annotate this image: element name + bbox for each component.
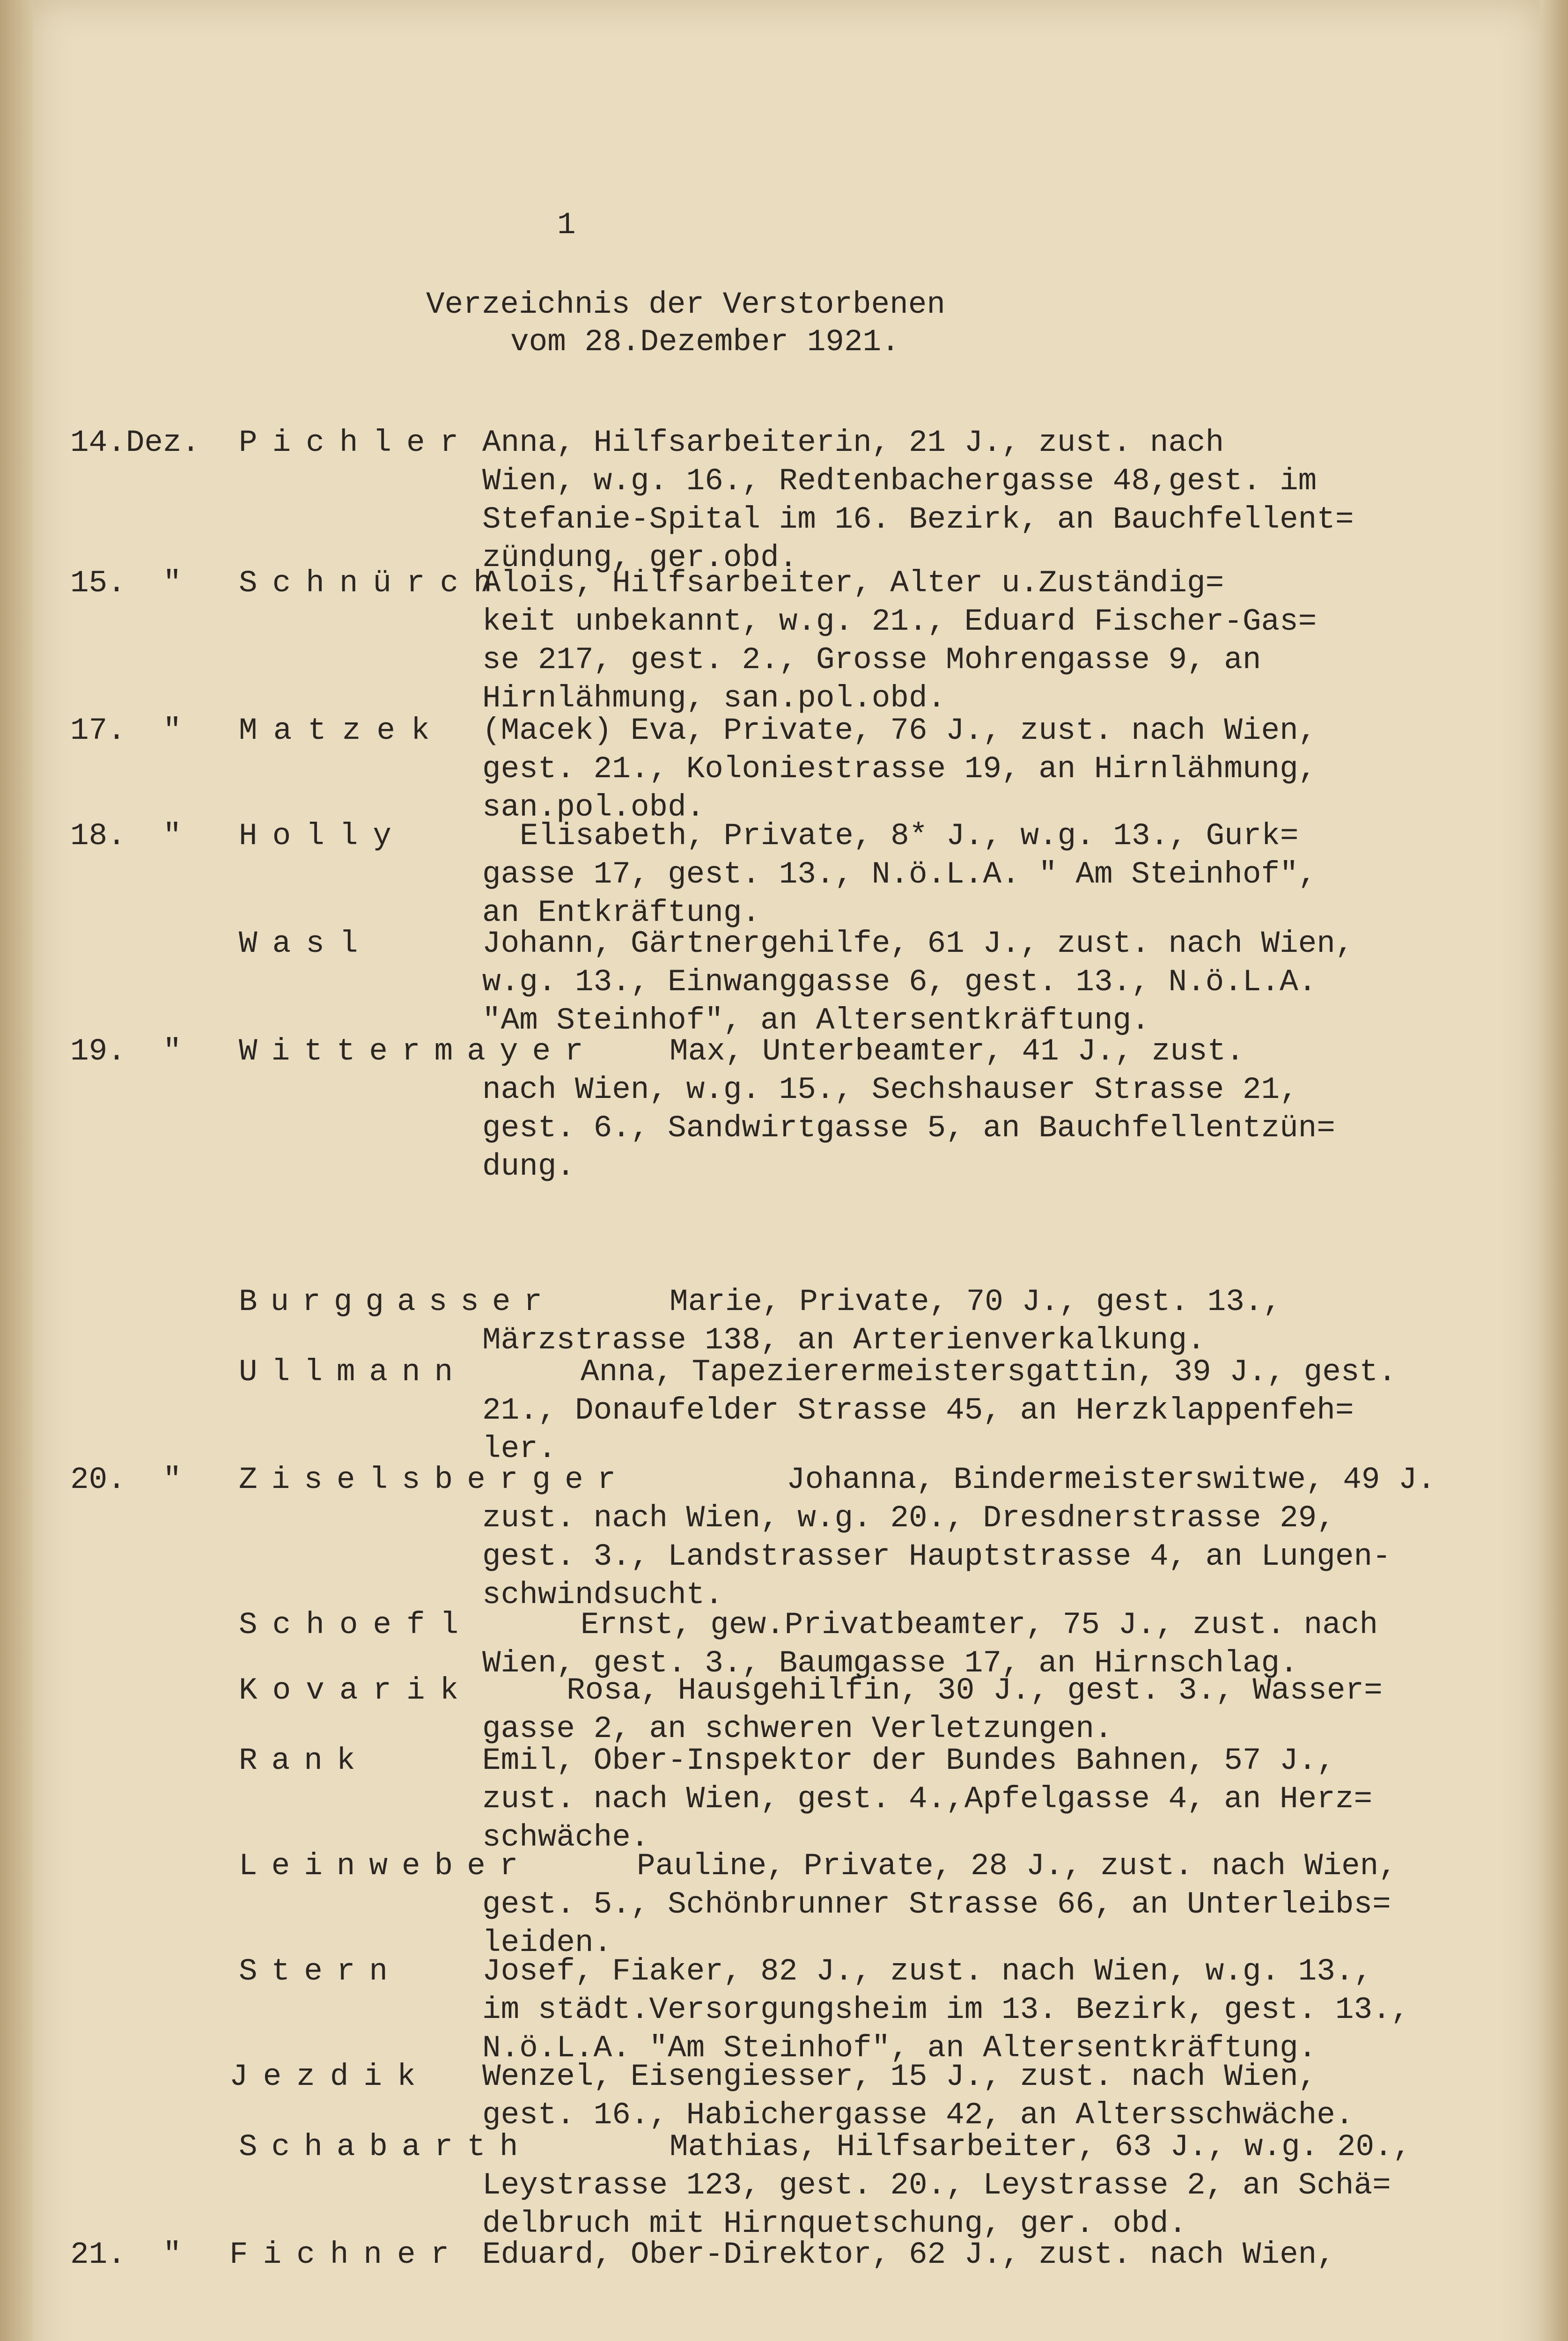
- entry-date: 18. ": [70, 818, 182, 854]
- entry-surname: Schnürch: [239, 566, 507, 601]
- entry-line: Marie, Private, 70 J., gest. 13.,: [670, 1284, 1282, 1319]
- entry-line: gest. 16., Habichergasse 42, an Altersschwäche.: [482, 2098, 1354, 2133]
- entry-line: Johann, Gärtnergehilfe, 61 J., zust. nach Wien,: [482, 926, 1354, 961]
- entry-line: gest. 6., Sandwirtgasse 5, an Bauchfellentzün=: [482, 1111, 1335, 1146]
- entry-surname: Wittermayer: [239, 1034, 597, 1069]
- entry-line: Max, Unterbeamter, 41 J., zust.: [670, 1034, 1244, 1069]
- document-page: [33, 0, 1540, 2341]
- entry-line: gest. 3., Landstrasser Hauptstrasse 4, an Lungen-: [482, 1539, 1391, 1574]
- entry-date: 15. ": [70, 566, 182, 601]
- entry-surname: Wasl: [239, 926, 373, 961]
- entry-line: im städt.Versorgungsheim im 13. Bezirk, gest. 13.,: [482, 1992, 1410, 2027]
- entry-surname: Stern: [239, 1954, 402, 1989]
- entry-line: zust. nach Wien, gest. 4.,Apfelgasse 4, an Herz=: [482, 1782, 1373, 1817]
- entry-line: Stefanie-Spital im 16. Bezirk, an Bauchfellent=: [482, 502, 1354, 537]
- entry-line: ler.: [482, 1431, 557, 1466]
- entry-surname: Kovarik: [239, 1673, 474, 1708]
- entry-line: "Am Steinhof", an Altersentkräftung.: [482, 1003, 1150, 1038]
- entry-line: delbruch mit Hirnquetschung, ger. obd.: [482, 2206, 1187, 2241]
- entry-surname: Ullmann: [239, 1355, 467, 1390]
- entry-line: zust. nach Wien, w.g. 20., Dresdnerstrasse 29,: [482, 1501, 1335, 1536]
- entry-line: zündung, ger.obd.: [482, 540, 798, 575]
- entry-line: Wien, gest. 3., Baumgasse 17, an Hirnschlag.: [482, 1646, 1298, 1681]
- page-edge-right: [1540, 0, 1568, 2341]
- entry-line: Mathias, Hilfsarbeiter, 63 J., w.g. 20.,: [670, 2129, 1412, 2164]
- entry-surname: Holly: [239, 818, 407, 854]
- entry-line: Josef, Fiaker, 82 J., zust. nach Wien, w.g. 13.,: [482, 1954, 1373, 1989]
- entry-line: Wenzel, Eisengiesser, 15 J., zust. nach Wien,: [482, 2059, 1317, 2094]
- entry-line: Elisabeth, Private, 8* J., w.g. 13., Gurk=: [520, 818, 1299, 854]
- entry-line: an Entkräftung.: [482, 895, 761, 930]
- entry-line: N.ö.L.A. "Am Steinhof", an Altersentkräftung.: [482, 2031, 1317, 2066]
- entry-line: gasse 2, an schweren Verletzungen.: [482, 1711, 1113, 1746]
- entry-line: Wien, w.g. 16., Redtenbachergasse 48,gest. im: [482, 464, 1317, 499]
- entry-line: se 217, gest. 2., Grosse Mohrengasse 9, an: [482, 642, 1261, 677]
- entry-surname: Ziselsberger: [239, 1462, 630, 1497]
- entry-line: Johanna, Bindermeisterswitwe, 49 J.: [787, 1462, 1436, 1497]
- entry-line: Märzstrasse 138, an Arterienverkalkung.: [482, 1323, 1206, 1358]
- entry-surname: Schabarth: [239, 2129, 532, 2164]
- entry-line: leiden.: [482, 1925, 612, 1960]
- entry-line: Leystrasse 123, gest. 20., Leystrasse 2, an Schä=: [482, 2168, 1391, 2203]
- entry-date: 17. ": [70, 713, 182, 748]
- entry-surname: Burggasser: [239, 1284, 556, 1319]
- entry-line: Anna, Hilfsarbeiterin, 21 J., zust. nach: [482, 425, 1224, 460]
- entry-surname: Schoefl: [239, 1607, 474, 1642]
- entry-line: Eduard, Ober-Direktor, 62 J., zust. nach Wien,: [482, 2237, 1335, 2272]
- entry-surname: Fichner: [229, 2237, 464, 2272]
- entry-surname: Rank: [239, 1743, 369, 1778]
- entry-date: 19. ": [70, 1034, 182, 1069]
- entry-line: gasse 17, gest. 13., N.ö.L.A. " Am Steinhof",: [482, 857, 1317, 892]
- entry-line: dung.: [482, 1149, 575, 1184]
- entry-date: 20. ": [70, 1462, 182, 1497]
- entry-line: nach Wien, w.g. 15., Sechshauser Strasse 21,: [482, 1072, 1298, 1107]
- entry-line: Emil, Ober-Inspektor der Bundes Bahnen, 57 J.,: [482, 1743, 1335, 1778]
- entry-line: san.pol.obd.: [482, 790, 705, 825]
- entry-line: 21., Donaufelder Strasse 45, an Herzklappenfeh=: [482, 1393, 1354, 1428]
- entry-surname: Pichler: [239, 425, 474, 460]
- entry-surname: Leinweber: [239, 1848, 532, 1884]
- entry-surname: Matzek: [239, 713, 446, 748]
- entry-line: Pauline, Private, 28 J., zust. nach Wien,: [637, 1848, 1397, 1884]
- entry-line: schwindsucht.: [482, 1577, 723, 1612]
- entry-line: Rosa, Hausgehilfin, 30 J., gest. 3., Wasser=: [567, 1673, 1383, 1708]
- entry-line: Hirnlähmung, san.pol.obd.: [482, 681, 946, 716]
- entry-line: Alois, Hilfsarbeiter, Alter u.Zuständig=: [482, 566, 1224, 601]
- entry-line: schwäche.: [482, 1820, 649, 1855]
- entry-line: (Macek) Eva, Private, 76 J., zust. nach Wien,: [482, 713, 1317, 748]
- entry-line: w.g. 13., Einwanggasse 6, gest. 13., N.ö.L.A.: [482, 964, 1317, 1000]
- page-edge-left: [0, 0, 33, 2341]
- entry-date: 14.Dez.: [70, 425, 200, 460]
- document-title: Verzeichnis der Verstorbenen: [426, 287, 945, 322]
- entry-surname: Jezdik: [229, 2059, 431, 2094]
- entry-line: keit unbekannt, w.g. 21., Eduard Fischer-Gas=: [482, 604, 1317, 639]
- entry-line: Anna, Tapezierermeistersgattin, 39 J., gest.: [581, 1355, 1397, 1390]
- page-number: 1: [557, 207, 576, 243]
- document-date: vom 28.Dezember 1921.: [510, 324, 900, 360]
- entry-line: gest. 21., Koloniestrasse 19, an Hirnlähmung,: [482, 751, 1317, 787]
- entry-date: 21. ": [70, 2237, 182, 2272]
- entry-line: gest. 5., Schönbrunner Strasse 66, an Unterleibs=: [482, 1887, 1391, 1922]
- entry-line: Ernst, gew.Privatbeamter, 75 J., zust. nach: [581, 1607, 1378, 1642]
